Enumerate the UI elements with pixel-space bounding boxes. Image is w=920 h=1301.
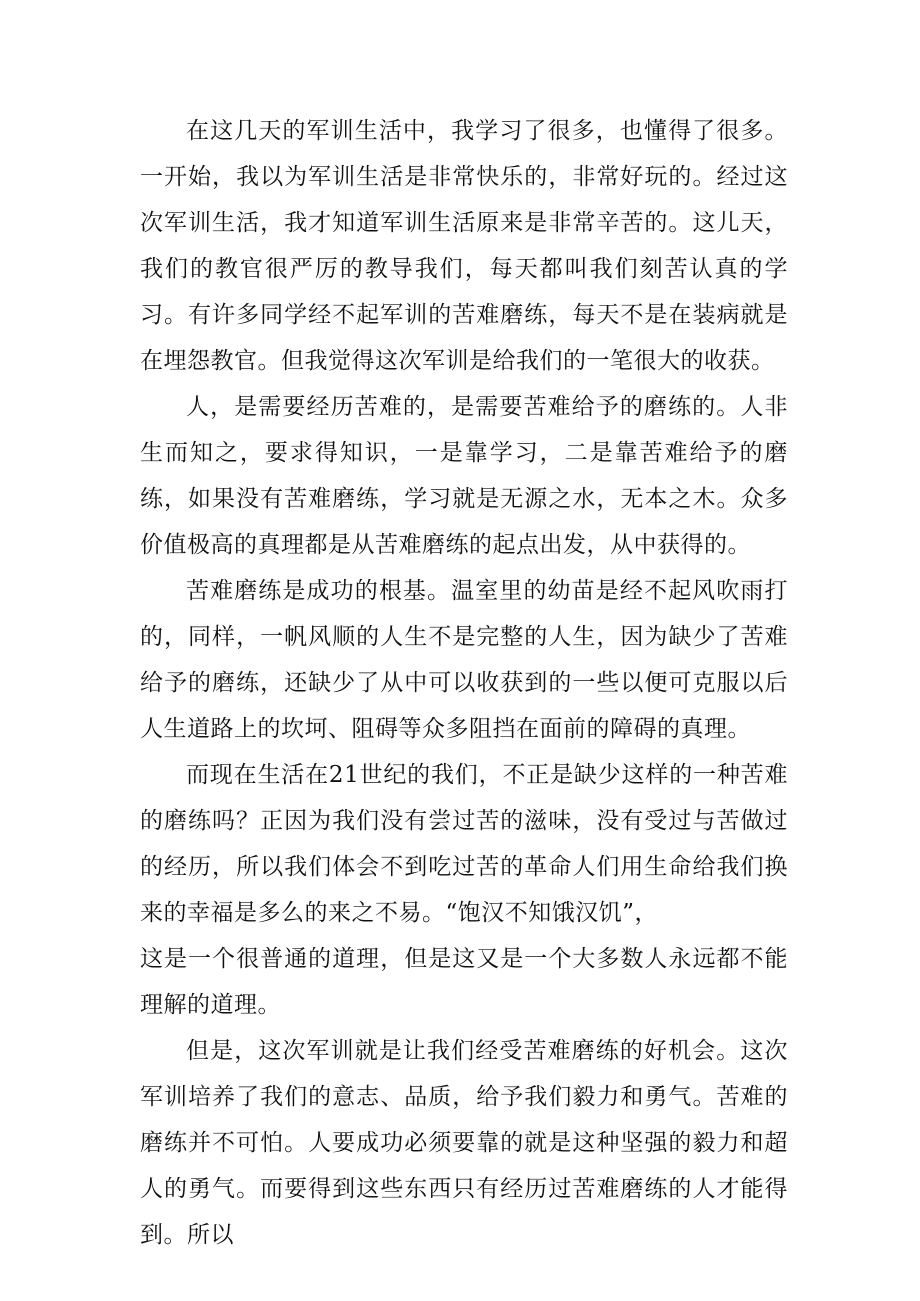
paragraph-2: 人，是需要经历苦难的，是需要苦难给予的磨练的。人非生而知之，要求得知识，一是靠学习，二是靠苦难给予的磨练，如果没有苦难磨练，学习就是无源之水，无本之木。众多价值极高的真理都是从苦难磨练的起点出发，从中获得的。 xyxy=(140,394,788,558)
paragraph-3: 苦难磨练是成功的根基。温室里的幼苗是经不起风吹雨打的，同样，一帆风顺的人生不是完整的人生，因为缺少了苦难给予的磨练，还缺少了从中可以收获到的一些以便可克服以后人生道路上的坎坷、阻碍等众多阻挡在面前的障碍的真理。 xyxy=(140,578,788,742)
paragraph-6: 但是，这次军训就是让我们经受苦难磨练的好机会。这次军训培养了我们的意志、品质，给予我们毅力和勇气。苦难的磨练并不可怕。人要成功必须要靠的就是这种坚强的毅力和超人的勇气。而要得到这些东西只有经历过苦难磨练的人才能得到。所以 xyxy=(140,1038,788,1248)
essay-body xyxy=(140,108,788,1258)
paragraph-4: 而现在生活在21世纪的我们，不正是缺少这样的一种苦难的磨练吗？正因为我们没有尝过苦的滋味，没有受过与苦做过的经历，所以我们体会不到吃过苦的革命人们用生命给我们换来的幸福是多么的来之不易。“饱汉不知饿汉饥”， xyxy=(140,762,788,926)
paragraph-1: 在这几天的军训生活中，我学习了很多，也懂得了很多。一开始，我以为军训生活是非常快乐的，非常好玩的。经过这次军训生活，我才知道军训生活原来是非常辛苦的。这儿天，我们的教官很严厉的教导我们，每天都叫我们刻苦认真的学习。有许多同学经不起军训的苦难磨练，每天不是在装病就是在埋怨教官。但我觉得这次军训是给我们的一笔很大的收获。 xyxy=(140,118,788,374)
paragraph-5: 这是一个很普通的道理，但是这又是一个大多数人永远都不能理解的道理。 xyxy=(140,946,788,1018)
